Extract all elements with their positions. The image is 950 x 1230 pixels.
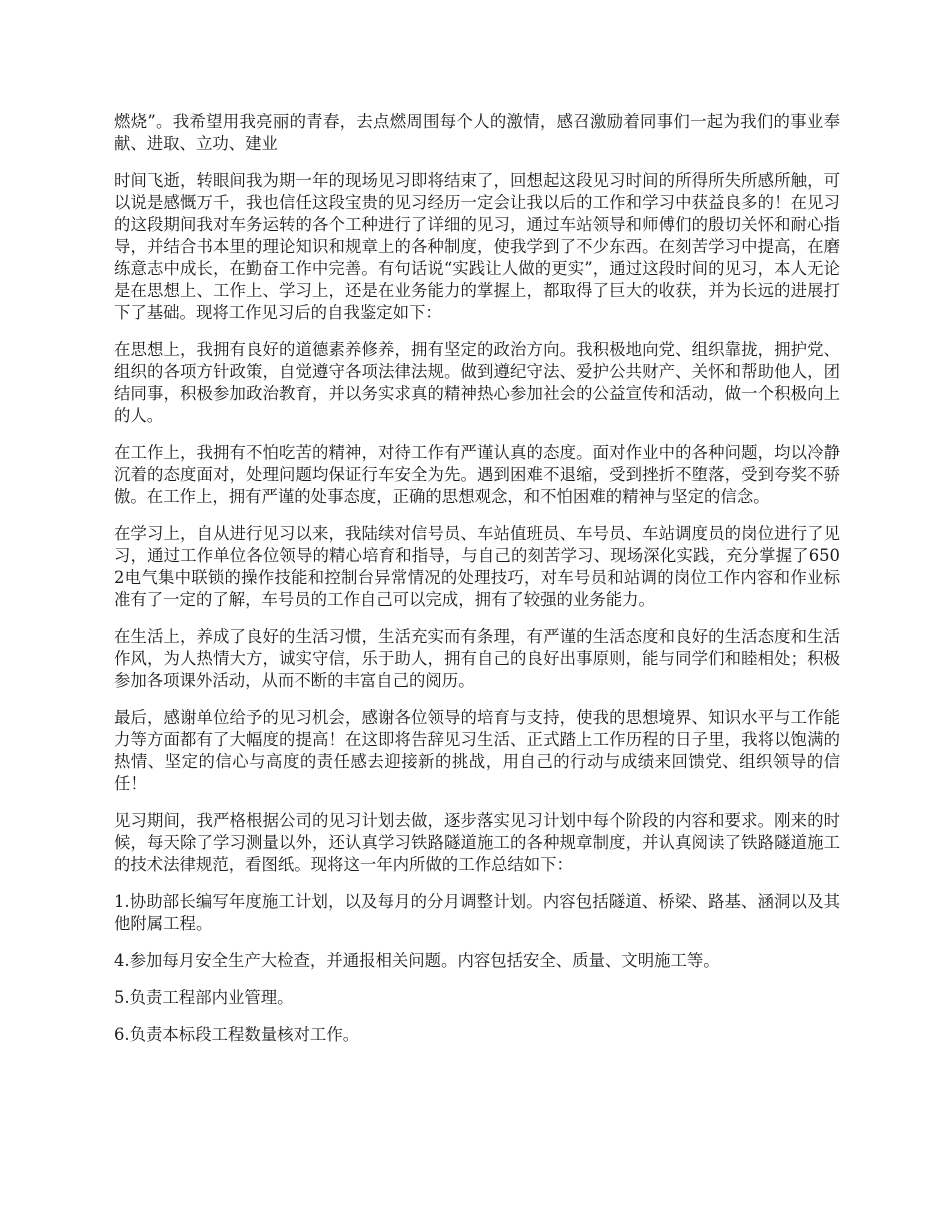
paragraph: 见习期间，我严格根据公司的见习计划去做，逐步落实见习计划中每个阶段的内容和要求。刚来的时候，每天除了学习测量以外，还认真学习铁路隧道施工的各种规章制度，并认真阅读了铁路隧道施工的技术法律规范，看图纸。现将这一年内所做的工作总结如下： bbox=[114, 811, 840, 874]
paragraph: 时间飞逝，转眼间我为期一年的现场见习即将结束了，回想起这段见习时间的所得所失所感所触，可以说是感慨万千，我也信任这段宝贵的见习经历一定会让我以后的工作和学习中获益良多的！在见习的这段期间我对车务运转的各个工种进行了详细的见习，通过车站领导和师傅们的殷切关怀和耐心指导，并结合书本里的理论知识和规章上的各种制度，使我学到了不少东西。在刻苦学习中提高，在磨练意志中成长，在勤奋工作中完善。有句话说“实践让人做的更实”，通过这段时间的见习，本人无论是在思想上、工作上、学习上，还是在业务能力的掌握上，都取得了巨大的收获，并为长远的进展打下了基础。现将工作见习后的自我鉴定如下： bbox=[114, 171, 840, 322]
paragraph: 在学习上，自从进行见习以来，我陆续对信号员、车站值班员、车号员、车站调度员的岗位进行了见习，通过工作单位各位领导的精心培育和指导，与自己的刻苦学习、现场深化实践，充分掌握了6502电气集中联锁的操作技能和控制台异常情况的处理技巧，对车号员和站调的岗位工作内容和作业标准有了一定的了解，车号员的工作自己可以完成，拥有了较强的业务能力。 bbox=[114, 524, 840, 609]
list-item: 6.负责本标段工程数量核对工作。 bbox=[114, 1025, 360, 1044]
list-item: 4.参加每月安全生产大检查，并通报相关问题。内容包括安全、质量、文明施工等。 bbox=[114, 951, 720, 970]
paragraph: 在工作上，我拥有不怕吃苦的精神，对待工作有严谨认真的态度。面对作业中的各种问题，均以冷静沉着的态度面对，处理问题均保证行车安全为先。遇到困难不退缩，受到挫折不堕落，受到夸奖不骄傲。在工作上，拥有严谨的处事态度，正确的思想观念，和不怕困难的精神与坚定的信念。 bbox=[114, 443, 840, 506]
paragraph: 在思想上，我拥有良好的道德素养修养，拥有坚定的政治方向。我积极地向党、组织靠拢，拥护党、组织的各项方针政策，自觉遵守各项法律法规。做到遵纪守法、爱护公共财产、关怀和帮助他人，团结同事，积极参加政治教育，并以务实求真的精神热心参加社会的公益宣传和活动，做一个积极向上的人。 bbox=[114, 340, 840, 425]
document-body bbox=[114, 111, 840, 1061]
list-item: 5.负责工程部内业管理。 bbox=[114, 988, 294, 1007]
paragraph: 燃烧”。我希望用我亮丽的青春，去点燃周围每个人的激情，感召激励着同事们一起为我们的事业奉献、进取、立功、建业 bbox=[114, 112, 840, 153]
paragraph: 最后，感谢单位给予的见习机会，感谢各位领导的培育与支持，使我的思想境界、知识水平与工作能力等方面都有了大幅度的提高！在这即将告辞见习生活、正式踏上工作历程的日子里，我将以饱满的热情、坚定的信心与高度的责任感去迎接新的挑战，用自己的行动与成绩来回馈党、组织领导的信任！ bbox=[114, 708, 840, 793]
list-item: 1.协助部长编写年度施工计划，以及每月的分月调整计划。内容包括隧道、桥梁、路基、涵洞以及其他附属工程。 bbox=[114, 892, 840, 933]
paragraph: 在生活上，养成了良好的生活习惯，生活充实而有条理，有严谨的生活态度和良好的生活态度和生活作风，为人热情大方，诚实守信，乐于助人，拥有自己的良好出事原则，能与同学们和睦相处；积极参加各项课外活动，从而不断的丰富自己的阅历。 bbox=[114, 627, 840, 690]
